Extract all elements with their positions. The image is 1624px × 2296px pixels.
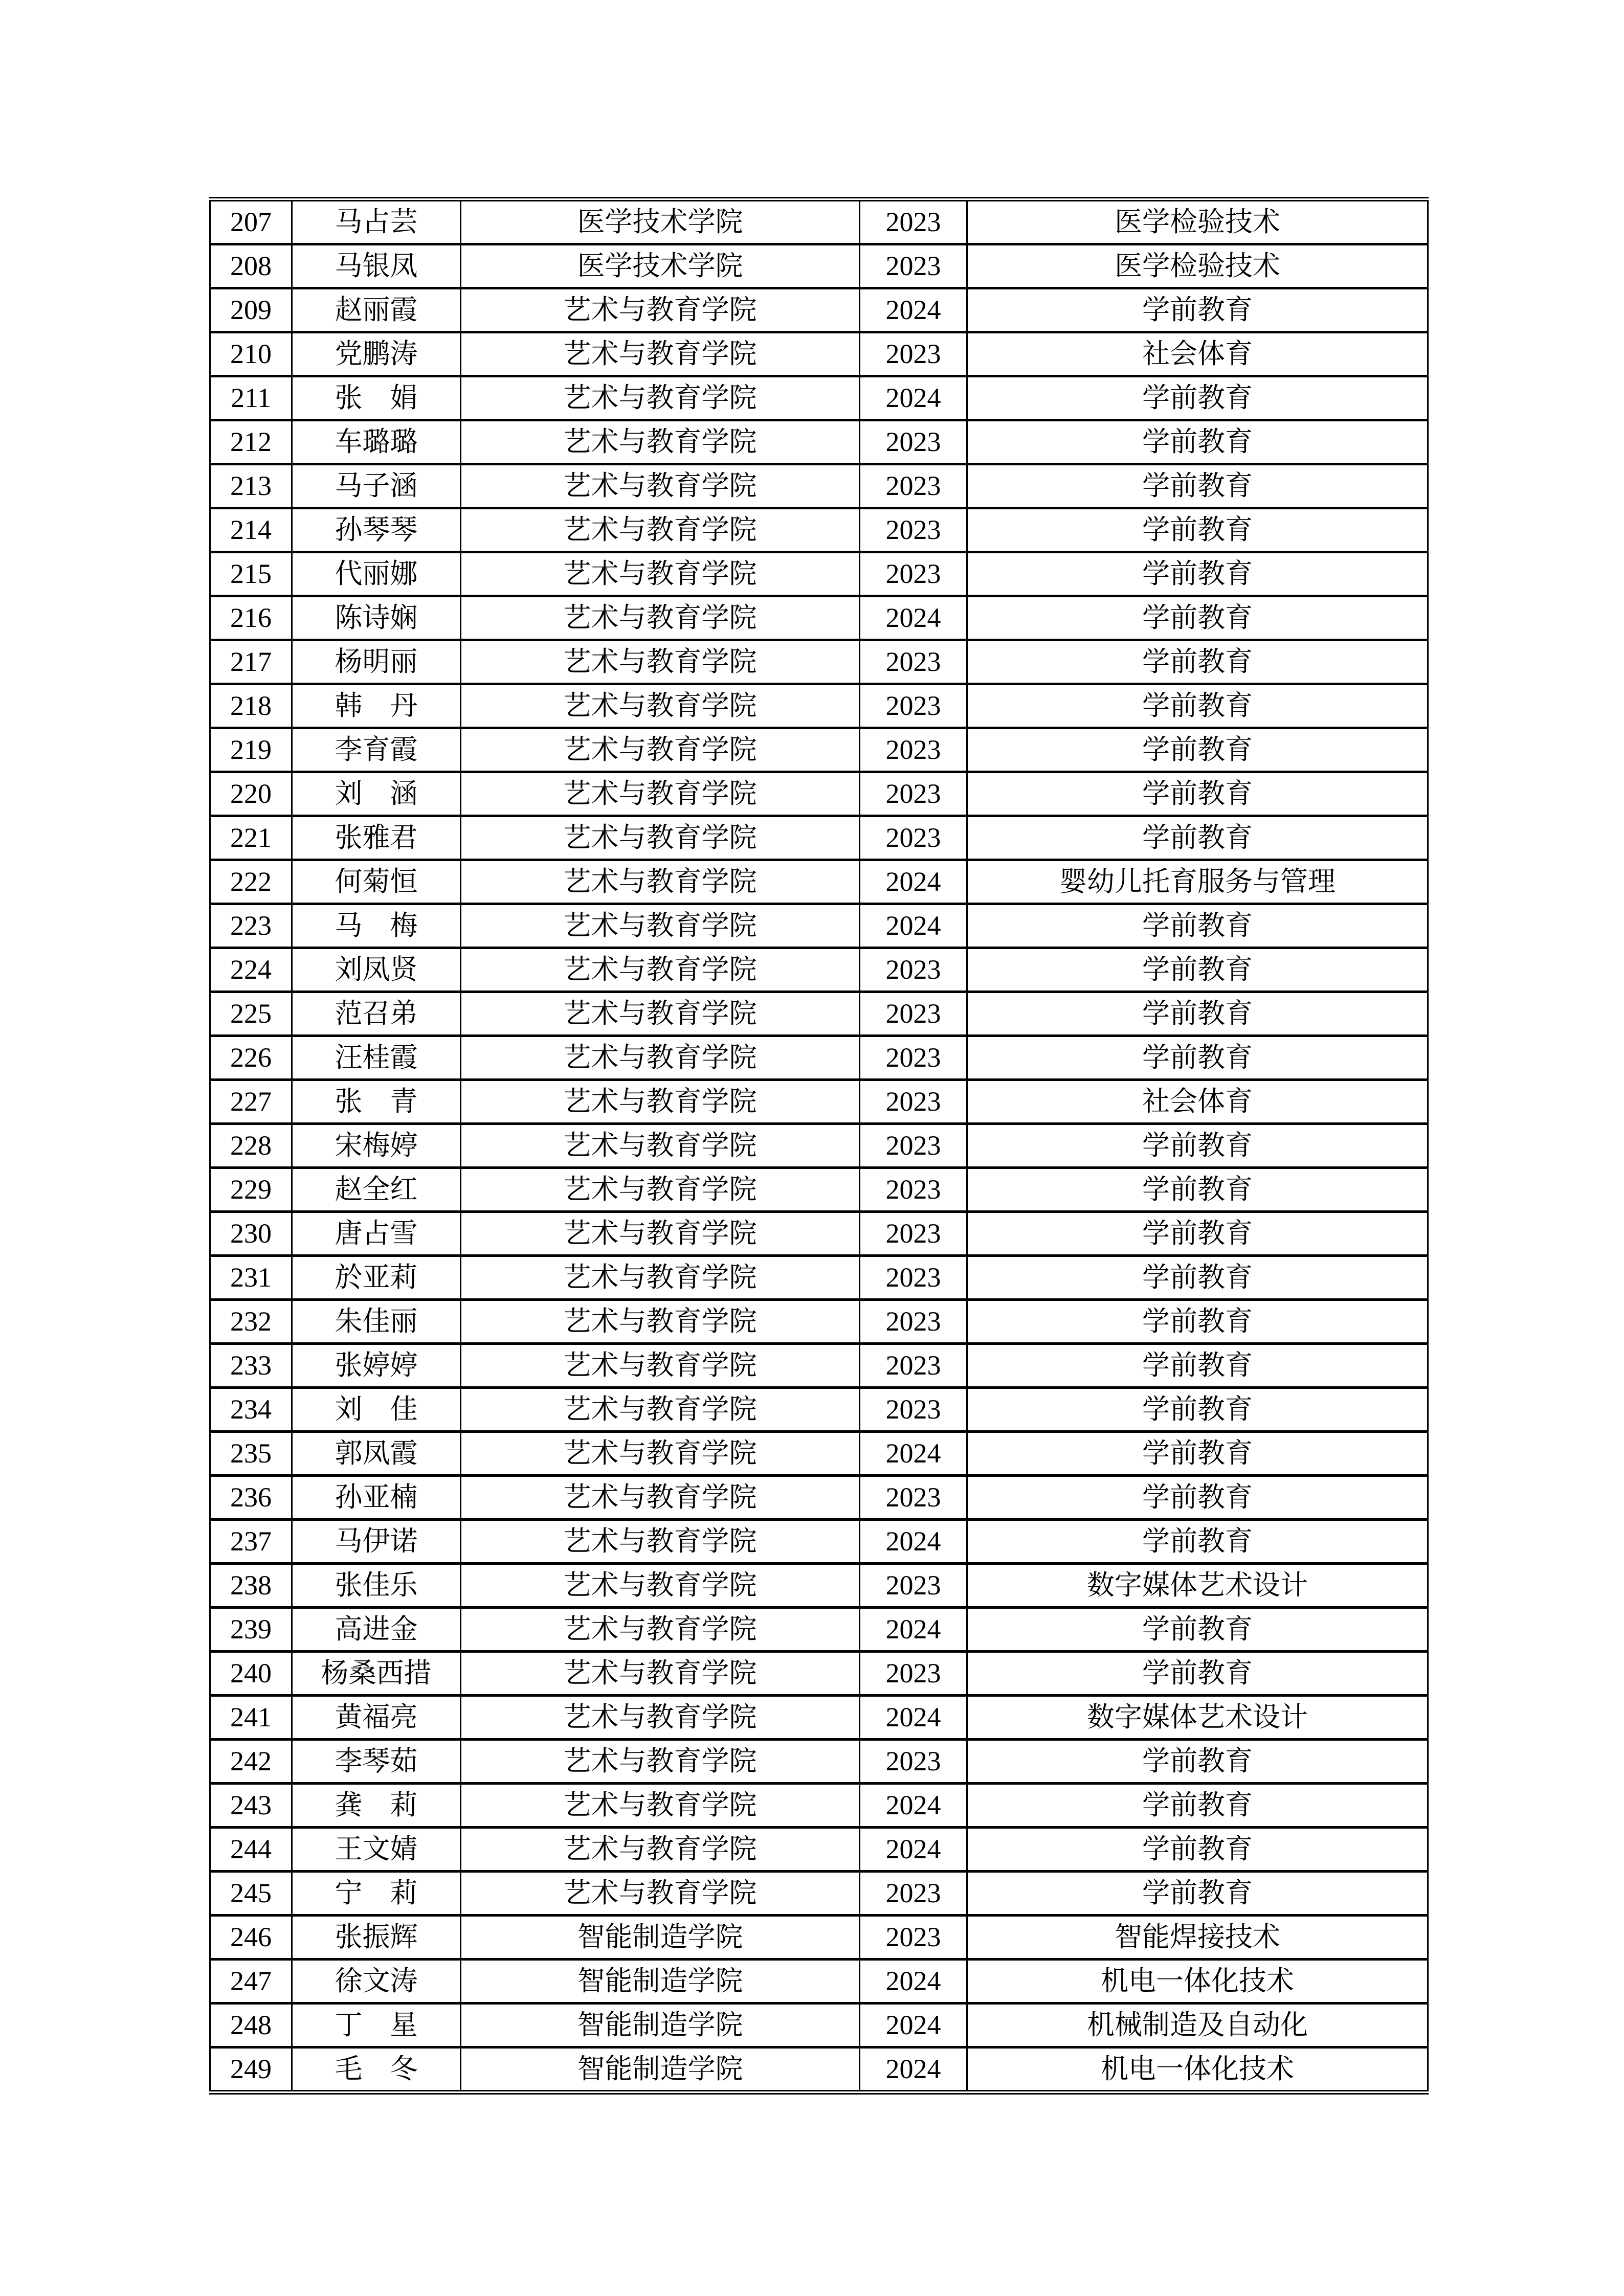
cell-major: 数字媒体艺术设计 [967,1564,1428,1608]
table-row [210,464,1428,508]
cell-no: 210 [210,332,292,376]
cell-college: 艺术与教育学院 [461,728,860,772]
cell-year: 2024 [860,596,967,640]
cell-year: 2023 [860,1916,967,1960]
cell-no: 239 [210,1608,292,1652]
table-row [210,199,1428,244]
cell-college: 艺术与教育学院 [461,552,860,596]
cell-no: 248 [210,2004,292,2047]
table-row [210,1036,1428,1080]
cell-college: 医学技术学院 [461,244,860,288]
cell-year: 2024 [860,1608,967,1652]
table-row [210,1608,1428,1652]
cell-name: 汪桂霞 [292,1036,461,1080]
cell-name: 杨明丽 [292,640,461,684]
cell-college: 医学技术学院 [461,199,860,244]
cell-year: 2024 [860,288,967,332]
cell-no: 220 [210,772,292,816]
table-row [210,2004,1428,2047]
cell-year: 2023 [860,332,967,376]
cell-year: 2024 [860,2047,967,2092]
cell-name: 马银凤 [292,244,461,288]
cell-name: 於亚莉 [292,1256,461,1300]
cell-major: 学前教育 [967,728,1428,772]
table-row [210,420,1428,464]
cell-college: 艺术与教育学院 [461,1520,860,1564]
table-row [210,1696,1428,1740]
cell-name: 马伊诺 [292,1520,461,1564]
cell-college: 艺术与教育学院 [461,1740,860,1784]
table-row [210,1652,1428,1696]
cell-name: 丁 星 [292,2004,461,2047]
cell-year: 2023 [860,464,967,508]
cell-name: 张佳乐 [292,1564,461,1608]
cell-major: 学前教育 [967,816,1428,860]
cell-no: 238 [210,1564,292,1608]
table-row [210,1300,1428,1344]
cell-college: 艺术与教育学院 [461,860,860,904]
cell-major: 学前教育 [967,1344,1428,1388]
cell-no: 232 [210,1300,292,1344]
cell-no: 244 [210,1828,292,1872]
cell-major: 学前教育 [967,508,1428,552]
cell-name: 赵丽霞 [292,288,461,332]
cell-no: 234 [210,1388,292,1432]
table-row [210,1388,1428,1432]
cell-year: 2023 [860,244,967,288]
cell-name: 陈诗娴 [292,596,461,640]
cell-no: 212 [210,420,292,464]
cell-major: 学前教育 [967,1652,1428,1696]
cell-year: 2023 [860,684,967,728]
cell-no: 217 [210,640,292,684]
cell-major: 社会体育 [967,1080,1428,1124]
cell-college: 艺术与教育学院 [461,1872,860,1916]
cell-major: 学前教育 [967,1740,1428,1784]
cell-name: 韩 丹 [292,684,461,728]
table-row [210,1256,1428,1300]
cell-college: 艺术与教育学院 [461,1080,860,1124]
cell-college: 艺术与教育学院 [461,1256,860,1300]
cell-year: 2024 [860,1520,967,1564]
cell-college: 艺术与教育学院 [461,1344,860,1388]
cell-year: 2024 [860,904,967,948]
cell-name: 杨桑西措 [292,1652,461,1696]
cell-no: 224 [210,948,292,992]
cell-no: 221 [210,816,292,860]
cell-college: 艺术与教育学院 [461,1476,860,1520]
cell-college: 艺术与教育学院 [461,1124,860,1168]
cell-major: 学前教育 [967,1520,1428,1564]
cell-major: 医学检验技术 [967,199,1428,244]
cell-name: 徐文涛 [292,1960,461,2004]
cell-year: 2023 [860,1124,967,1168]
table-row [210,1344,1428,1388]
cell-name: 张婷婷 [292,1344,461,1388]
cell-year: 2024 [860,1784,967,1828]
table-row [210,904,1428,948]
cell-no: 246 [210,1916,292,1960]
cell-major: 学前教育 [967,552,1428,596]
student-roster-body [210,199,1428,2092]
cell-name: 马占芸 [292,199,461,244]
cell-year: 2023 [860,1564,967,1608]
cell-college: 艺术与教育学院 [461,332,860,376]
cell-major: 学前教育 [967,640,1428,684]
table-row [210,244,1428,288]
cell-major: 学前教育 [967,1388,1428,1432]
cell-year: 2023 [860,199,967,244]
cell-college: 艺术与教育学院 [461,508,860,552]
cell-name: 郭凤霞 [292,1432,461,1476]
cell-no: 242 [210,1740,292,1784]
cell-name: 毛 冬 [292,2047,461,2092]
cell-name: 马子涵 [292,464,461,508]
table-row [210,728,1428,772]
cell-year: 2023 [860,1872,967,1916]
cell-name: 赵全红 [292,1168,461,1212]
cell-name: 孙琴琴 [292,508,461,552]
cell-no: 226 [210,1036,292,1080]
cell-name: 车璐璐 [292,420,461,464]
table-row [210,1564,1428,1608]
cell-college: 智能制造学院 [461,2047,860,2092]
cell-college: 艺术与教育学院 [461,1388,860,1432]
cell-college: 艺术与教育学院 [461,1652,860,1696]
cell-major: 学前教育 [967,1256,1428,1300]
cell-name: 黄福亮 [292,1696,461,1740]
table-row [210,1520,1428,1564]
cell-college: 艺术与教育学院 [461,1300,860,1344]
cell-college: 艺术与教育学院 [461,816,860,860]
cell-year: 2023 [860,1300,967,1344]
cell-year: 2023 [860,1652,967,1696]
cell-name: 刘 佳 [292,1388,461,1432]
cell-college: 艺术与教育学院 [461,1564,860,1608]
cell-college: 艺术与教育学院 [461,1828,860,1872]
cell-year: 2024 [860,1432,967,1476]
cell-name: 何菊恒 [292,860,461,904]
cell-major: 机电一体化技术 [967,2047,1428,2092]
cell-year: 2024 [860,376,967,420]
cell-no: 249 [210,2047,292,2092]
cell-name: 张雅君 [292,816,461,860]
cell-no: 243 [210,1784,292,1828]
cell-major: 学前教育 [967,420,1428,464]
cell-major: 学前教育 [967,992,1428,1036]
table-row [210,1740,1428,1784]
cell-year: 2023 [860,1476,967,1520]
cell-name: 宁 莉 [292,1872,461,1916]
cell-year: 2023 [860,948,967,992]
cell-major: 婴幼儿托育服务与管理 [967,860,1428,904]
cell-name: 龚 莉 [292,1784,461,1828]
cell-no: 216 [210,596,292,640]
cell-college: 艺术与教育学院 [461,1696,860,1740]
cell-major: 学前教育 [967,596,1428,640]
table-row [210,2047,1428,2092]
table-row [210,1080,1428,1124]
table-row [210,772,1428,816]
cell-college: 艺术与教育学院 [461,992,860,1036]
cell-year: 2023 [860,728,967,772]
cell-college: 智能制造学院 [461,1916,860,1960]
cell-college: 艺术与教育学院 [461,420,860,464]
table-row [210,1784,1428,1828]
cell-no: 230 [210,1212,292,1256]
cell-no: 240 [210,1652,292,1696]
cell-major: 机械制造及自动化 [967,2004,1428,2047]
table-row [210,1916,1428,1960]
cell-no: 215 [210,552,292,596]
cell-major: 学前教育 [967,1168,1428,1212]
cell-major: 学前教育 [967,1608,1428,1652]
cell-year: 2024 [860,860,967,904]
cell-name: 朱佳丽 [292,1300,461,1344]
cell-major: 学前教育 [967,1432,1428,1476]
cell-major: 学前教育 [967,1212,1428,1256]
cell-name: 代丽娜 [292,552,461,596]
cell-no: 222 [210,860,292,904]
cell-major: 医学检验技术 [967,244,1428,288]
cell-no: 236 [210,1476,292,1520]
cell-major: 学前教育 [967,376,1428,420]
cell-no: 245 [210,1872,292,1916]
cell-name: 高进金 [292,1608,461,1652]
table-row [210,860,1428,904]
table-row [210,1432,1428,1476]
table-row [210,684,1428,728]
cell-no: 214 [210,508,292,552]
table-row [210,1872,1428,1916]
cell-year: 2023 [860,816,967,860]
cell-name: 张 娟 [292,376,461,420]
cell-no: 211 [210,376,292,420]
cell-name: 刘凤贤 [292,948,461,992]
cell-college: 艺术与教育学院 [461,948,860,992]
table-row [210,816,1428,860]
student-roster-table [209,197,1429,2095]
table-row [210,552,1428,596]
table-row [210,1960,1428,2004]
table-row [210,1212,1428,1256]
cell-name: 马 梅 [292,904,461,948]
cell-no: 229 [210,1168,292,1212]
cell-major: 学前教育 [967,948,1428,992]
cell-no: 228 [210,1124,292,1168]
cell-major: 学前教育 [967,1124,1428,1168]
cell-major: 机电一体化技术 [967,1960,1428,2004]
cell-name: 李育霞 [292,728,461,772]
cell-no: 235 [210,1432,292,1476]
cell-name: 张振辉 [292,1916,461,1960]
cell-year: 2023 [860,1168,967,1212]
cell-college: 智能制造学院 [461,1960,860,2004]
table-row [210,948,1428,992]
cell-college: 艺术与教育学院 [461,1168,860,1212]
table-row [210,288,1428,332]
cell-no: 218 [210,684,292,728]
cell-year: 2023 [860,552,967,596]
cell-year: 2023 [860,1256,967,1300]
cell-no: 227 [210,1080,292,1124]
cell-major: 学前教育 [967,288,1428,332]
cell-college: 艺术与教育学院 [461,684,860,728]
table-row [210,640,1428,684]
cell-college: 艺术与教育学院 [461,288,860,332]
cell-major: 学前教育 [967,1036,1428,1080]
cell-name: 宋梅婷 [292,1124,461,1168]
cell-major: 学前教育 [967,772,1428,816]
cell-college: 艺术与教育学院 [461,1784,860,1828]
cell-year: 2023 [860,1740,967,1784]
cell-college: 艺术与教育学院 [461,376,860,420]
cell-college: 艺术与教育学院 [461,772,860,816]
cell-name: 孙亚楠 [292,1476,461,1520]
cell-name: 唐占雪 [292,1212,461,1256]
cell-no: 209 [210,288,292,332]
cell-year: 2024 [860,1696,967,1740]
table-row [210,1828,1428,1872]
cell-major: 学前教育 [967,684,1428,728]
cell-college: 智能制造学院 [461,2004,860,2047]
cell-year: 2023 [860,1036,967,1080]
cell-college: 艺术与教育学院 [461,1432,860,1476]
cell-major: 社会体育 [967,332,1428,376]
table-row [210,992,1428,1036]
cell-major: 智能焊接技术 [967,1916,1428,1960]
cell-no: 225 [210,992,292,1036]
cell-college: 艺术与教育学院 [461,1036,860,1080]
cell-year: 2024 [860,1828,967,1872]
cell-major: 数字媒体艺术设计 [967,1696,1428,1740]
table-row [210,376,1428,420]
cell-college: 艺术与教育学院 [461,1608,860,1652]
cell-name: 张 青 [292,1080,461,1124]
cell-major: 学前教育 [967,1300,1428,1344]
table-row [210,508,1428,552]
cell-no: 223 [210,904,292,948]
table-row [210,596,1428,640]
table-row [210,332,1428,376]
cell-no: 208 [210,244,292,288]
cell-name: 党鹏涛 [292,332,461,376]
cell-no: 247 [210,1960,292,2004]
cell-no: 241 [210,1696,292,1740]
cell-year: 2023 [860,420,967,464]
cell-major: 学前教育 [967,1872,1428,1916]
cell-year: 2023 [860,508,967,552]
cell-name: 范召弟 [292,992,461,1036]
cell-major: 学前教育 [967,464,1428,508]
table-row [210,1476,1428,1520]
cell-no: 207 [210,199,292,244]
cell-name: 刘 涵 [292,772,461,816]
cell-year: 2024 [860,2004,967,2047]
cell-year: 2023 [860,992,967,1036]
cell-name: 李琴茹 [292,1740,461,1784]
cell-major: 学前教育 [967,1784,1428,1828]
cell-college: 艺术与教育学院 [461,464,860,508]
table-row [210,1124,1428,1168]
cell-college: 艺术与教育学院 [461,596,860,640]
cell-name: 王文婧 [292,1828,461,1872]
cell-year: 2024 [860,1960,967,2004]
cell-no: 213 [210,464,292,508]
cell-no: 233 [210,1344,292,1388]
cell-no: 219 [210,728,292,772]
cell-major: 学前教育 [967,1828,1428,1872]
cell-year: 2023 [860,1080,967,1124]
cell-college: 艺术与教育学院 [461,640,860,684]
cell-year: 2023 [860,640,967,684]
cell-year: 2023 [860,1388,967,1432]
cell-no: 231 [210,1256,292,1300]
cell-no: 237 [210,1520,292,1564]
cell-college: 艺术与教育学院 [461,904,860,948]
cell-year: 2023 [860,1212,967,1256]
cell-year: 2023 [860,1344,967,1388]
cell-year: 2023 [860,772,967,816]
cell-major: 学前教育 [967,904,1428,948]
cell-college: 艺术与教育学院 [461,1212,860,1256]
table-row [210,1168,1428,1212]
cell-major: 学前教育 [967,1476,1428,1520]
